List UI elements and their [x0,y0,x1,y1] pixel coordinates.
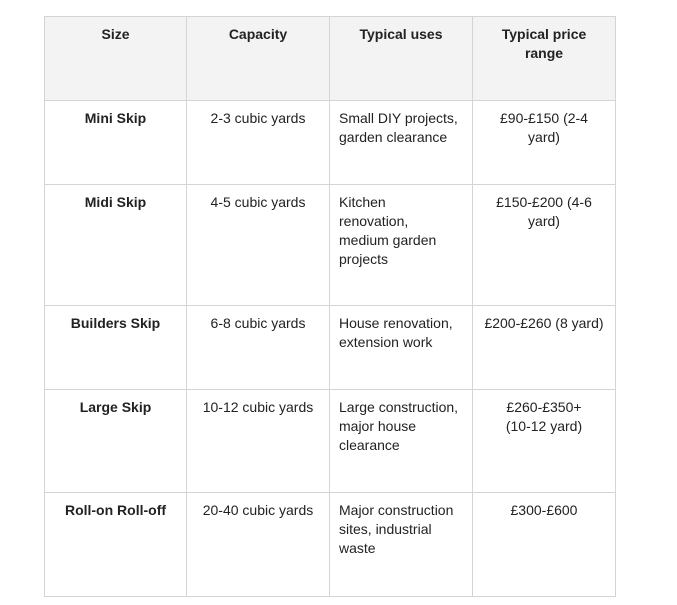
cell-uses: Kitchen renovation, medium garden projects [330,185,473,306]
cell-size: Roll-on Roll-off [45,493,187,597]
cell-size: Mini Skip [45,101,187,185]
table-header [45,17,616,101]
table-row [45,390,616,493]
cell-uses: Small DIY projects, garden clearance [330,101,473,185]
table-row [45,493,616,597]
cell-uses: Large construction, major house clearance [330,390,473,493]
cell-capacity: 2-3 cubic yards [187,101,330,185]
cell-capacity: 20-40 cubic yards [187,493,330,597]
cell-uses: House renovation, extension work [330,306,473,390]
cell-capacity: 6-8 cubic yards [187,306,330,390]
header-typical-price-range: Typical price range [473,17,616,101]
cell-capacity: 10-12 cubic yards [187,390,330,493]
header-size: Size [45,17,187,101]
header-typical-uses: Typical uses [330,17,473,101]
cell-price: £260-£350+ (10-12 yard) [473,390,616,493]
cell-size: Large Skip [45,390,187,493]
cell-size: Midi Skip [45,185,187,306]
cell-uses: Major construction sites, industrial waste [330,493,473,597]
header-capacity: Capacity [187,17,330,101]
table-row [45,306,616,390]
cell-size: Builders Skip [45,306,187,390]
skip-sizes-table [44,16,616,597]
cell-capacity: 4-5 cubic yards [187,185,330,306]
cell-price: £90-£150 (2-4 yard) [473,101,616,185]
cell-price: £150-£200 (4-6 yard) [473,185,616,306]
cell-price: £200-£260 (8 yard) [473,306,616,390]
header-row [45,17,616,101]
table-body [45,101,616,597]
cell-price: £300-£600 [473,493,616,597]
table-row [45,185,616,306]
table-row [45,101,616,185]
